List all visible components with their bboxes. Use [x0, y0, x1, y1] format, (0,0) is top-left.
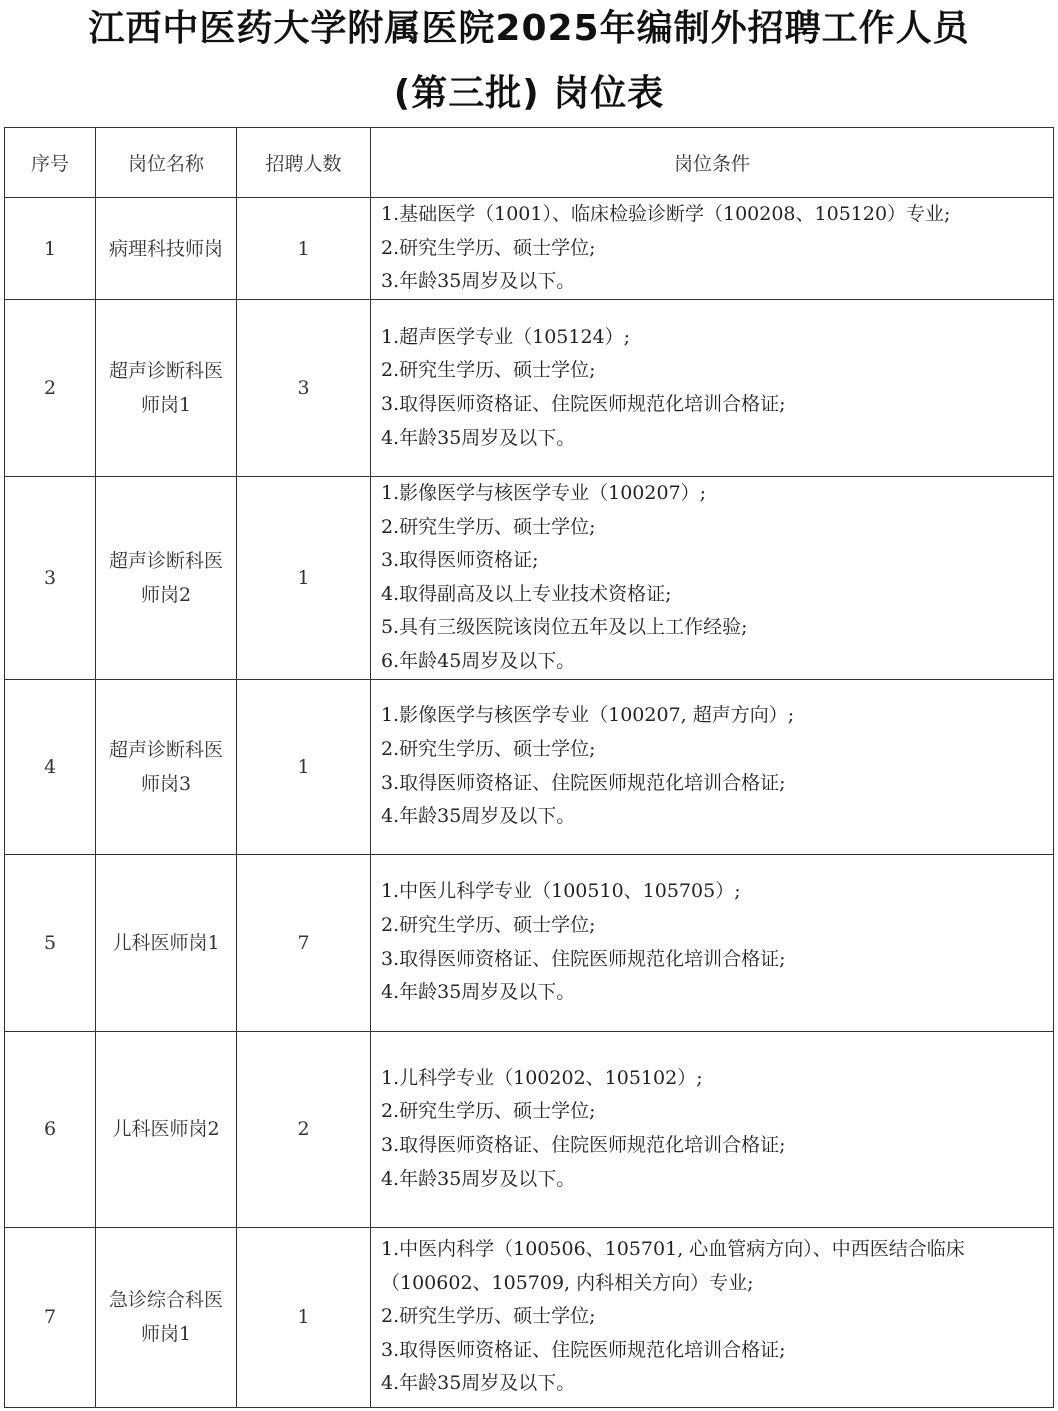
conditions-cell [371, 1227, 1054, 1407]
position-name-cell [96, 854, 237, 1031]
table-row [5, 679, 1054, 854]
position-name: 急诊综合科医师岗1 [108, 1289, 223, 1346]
condition-line: 1.超声医学专业（105124）; [381, 325, 631, 348]
condition-line: 6.年龄45周岁及以下。 [381, 649, 576, 672]
row-number: 2 [5, 300, 96, 477]
header-name: 岗位名称 [96, 128, 237, 198]
condition-line: 3.取得医师资格证、住院医师规范化培训合格证; [381, 947, 786, 970]
condition-line: 5.具有三级医院该岗位五年及以上工作经验; [381, 616, 748, 639]
header-no: 序号 [5, 128, 96, 198]
row-number: 1 [5, 198, 96, 300]
row-number: 3 [5, 477, 96, 680]
page-subtitle: (第三批) 岗位表 [393, 73, 665, 114]
condition-line: 1.基础医学（1001）、临床检验诊断学（100208、105120）专业; [381, 203, 951, 226]
position-name-cell [96, 198, 237, 300]
condition-line: 2.研究生学历、硕士学位; [381, 515, 596, 538]
condition-line: 3.取得医师资格证、住院医师规范化培训合格证; [381, 393, 786, 415]
hire-count: 2 [237, 1031, 371, 1227]
table-row [5, 198, 1054, 300]
condition-line: 4.取得副高及以上专业技术资格证; [381, 582, 672, 605]
conditions-cell [371, 854, 1054, 1031]
condition-line: 4.年龄35周岁及以下。 [381, 1167, 576, 1190]
condition-line: 3.年龄35周岁及以下。 [381, 270, 576, 293]
condition-line: 2.研究生学历、硕士学位; [381, 1100, 596, 1123]
condition-line: 4.年龄35周岁及以下。 [381, 1372, 576, 1395]
row-number: 5 [5, 854, 96, 1031]
condition-line: 2.研究生学历、硕士学位; [381, 1305, 596, 1328]
condition-line: 1.中医内科学（100506、105701, 心血管病方向）、中西医结合临床 [381, 1238, 965, 1261]
condition-line: 1.中医儿科学专业（100510、105705）; [381, 880, 741, 903]
hire-count: 1 [237, 679, 371, 854]
header-conditions: 岗位条件 [371, 128, 1054, 198]
table-row [5, 477, 1054, 680]
position-name-cell [96, 477, 237, 680]
hire-count: 1 [237, 1227, 371, 1407]
position-name: 儿科医师岗1 [112, 931, 220, 954]
page-title: 江西中医药大学附属医院2025年编制外招聘工作人员 [88, 8, 970, 49]
conditions-cell [371, 1031, 1054, 1227]
position-name: 超声诊断科医师岗3 [108, 738, 223, 795]
position-name: 病理科技师岗 [108, 237, 223, 260]
hire-count: 1 [237, 198, 371, 300]
condition-line: 1.影像医学与核医学专业（100207, 超声方向）; [381, 704, 795, 727]
header-count: 招聘人数 [237, 128, 371, 198]
conditions-cell [371, 198, 1054, 300]
condition-line: 1.儿科学专业（100202、105102）; [381, 1066, 703, 1089]
position-name-cell [96, 300, 237, 477]
condition-line: 1.影像医学与核医学专业（100207）; [381, 482, 707, 504]
condition-line: 3.取得医师资格证; [381, 549, 539, 572]
condition-line: （100602、105709, 内科相关方向）专业; [381, 1271, 754, 1294]
condition-line: 4.年龄35周岁及以下。 [381, 426, 576, 449]
position-name: 超声诊断科医师岗2 [108, 549, 223, 606]
position-name: 超声诊断科医师岗1 [108, 360, 223, 416]
table-row [5, 854, 1054, 1031]
table-header-row [5, 128, 1054, 198]
row-number: 7 [5, 1227, 96, 1407]
hire-count: 1 [237, 477, 371, 680]
conditions-cell [371, 477, 1054, 680]
condition-line: 2.研究生学历、硕士学位; [381, 236, 596, 259]
table-row [5, 300, 1054, 477]
table-row [5, 1031, 1054, 1227]
condition-line: 2.研究生学历、硕士学位; [381, 359, 596, 382]
position-name-cell [96, 1031, 237, 1227]
position-name-cell [96, 1227, 237, 1407]
row-number: 4 [5, 679, 96, 854]
positions-table [4, 127, 1054, 1408]
condition-line: 3.取得医师资格证、住院医师规范化培训合格证; [381, 771, 786, 794]
hire-count: 7 [237, 854, 371, 1031]
table-row [5, 1227, 1054, 1407]
position-name: 儿科医师岗2 [112, 1118, 220, 1141]
condition-line: 2.研究生学历、硕士学位; [381, 737, 596, 760]
row-number: 6 [5, 1031, 96, 1227]
condition-line: 2.研究生学历、硕士学位; [381, 913, 596, 936]
conditions-cell [371, 679, 1054, 854]
condition-line: 3.取得医师资格证、住院医师规范化培训合格证; [381, 1134, 786, 1157]
position-name-cell [96, 679, 237, 854]
conditions-cell [371, 300, 1054, 477]
condition-line: 4.年龄35周岁及以下。 [381, 805, 576, 828]
condition-line: 3.取得医师资格证、住院医师规范化培训合格证; [381, 1338, 786, 1361]
hire-count: 3 [237, 300, 371, 477]
condition-line: 4.年龄35周岁及以下。 [381, 981, 576, 1004]
